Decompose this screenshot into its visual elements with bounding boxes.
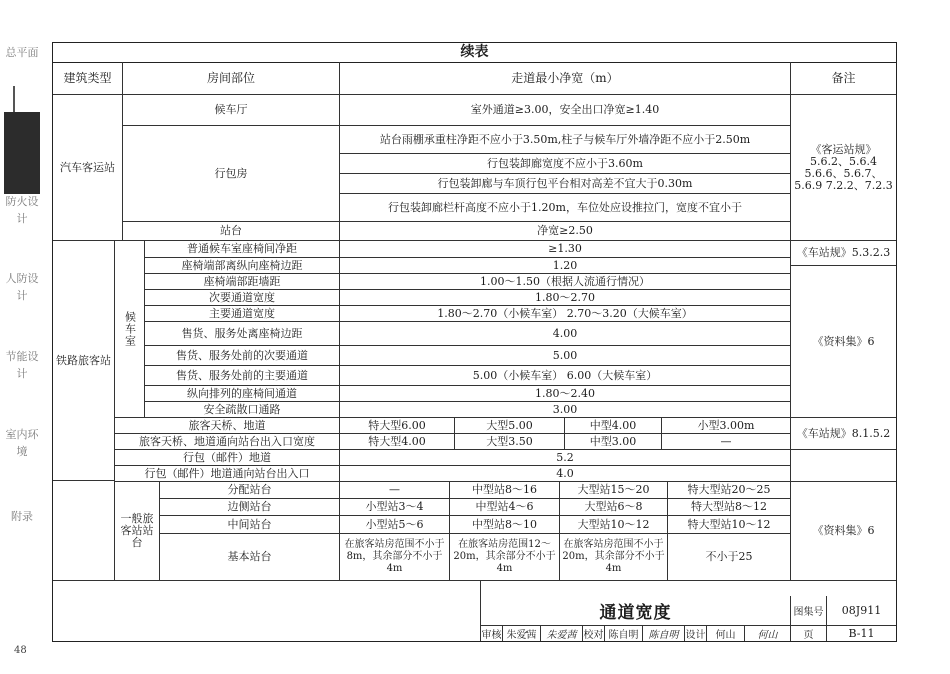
- rail-row-width: 1.80～2.70: [340, 290, 791, 306]
- rail-remark-1: 《车站规》5.3.2.3: [791, 241, 896, 266]
- platform-val: 大型站15～20: [560, 482, 668, 499]
- rail-type-spacer: [53, 481, 115, 581]
- table-frame: [52, 42, 897, 642]
- rail-row-room: 安全疏散口通路: [145, 402, 340, 418]
- designer-name: 何山: [707, 626, 745, 641]
- bus-platform-req: 净宽≥2.50: [340, 222, 791, 241]
- rail-bridge-val: 特大型6.00: [340, 418, 455, 434]
- rail-bridge-val: 小型3.00m: [662, 418, 791, 434]
- platform-val: 小型站5～6: [340, 516, 450, 534]
- review-label: 审核: [481, 626, 503, 641]
- rail-bridge-val: 大型5.00: [455, 418, 565, 434]
- rail-remark-3: 《车站规》8.1.5.2: [791, 418, 896, 450]
- rail-parcel-exit-room: 行包（邮件）地道通向站台出入口: [115, 466, 340, 482]
- rail-parcel-exit-val: 4.0: [340, 466, 791, 482]
- sidebar-item-environment[interactable]: 室内环境: [5, 428, 39, 458]
- platform-val: 在旅客站房范围12～20m，其余部分不小于4m: [450, 534, 560, 581]
- checker-name: 陈自明: [605, 626, 643, 641]
- platform-val: 中型站4～6: [450, 499, 560, 516]
- rail-remark-4: 《资料集》6: [791, 482, 896, 581]
- rail-parcel-val: 5.2: [340, 450, 791, 466]
- bus-baggage-req-2: 行包装卸廊宽度不应小于3.60m: [340, 154, 791, 174]
- header-min-width: 走道最小净宽（m）: [340, 62, 791, 95]
- platform-val: 在旅客站房范围不小于8m，其余部分不小于4m: [340, 534, 450, 581]
- rail-row-width: 1.20: [340, 258, 791, 274]
- rail-row-room: 纵向排列的座椅间通道: [145, 386, 340, 402]
- bus-waiting-room: 候车厅: [123, 95, 340, 126]
- rail-row-width: 5.00: [340, 346, 791, 366]
- page-number: 48: [14, 645, 27, 656]
- rail-row-width: 3.00: [340, 402, 791, 418]
- rail-bridge-val: 中型4.00: [565, 418, 662, 434]
- platform-val: 中型站8～16: [450, 482, 560, 499]
- rail-bridge-exit-val: 特大型4.00: [340, 434, 455, 450]
- platform-val: 中型站8～10: [450, 516, 560, 534]
- rail-row-room: 售货、服务处离座椅边距: [145, 322, 340, 346]
- atlas-label: 图集号: [791, 596, 827, 626]
- sidebar: [0, 38, 48, 638]
- design-label: 设计: [685, 626, 707, 641]
- platform-val: 特大型站8～12: [668, 499, 791, 516]
- platform-room: 分配站台: [160, 482, 340, 499]
- rail-row-room: 售货、服务处前的主要通道: [145, 366, 340, 386]
- header-remarks: 备注: [791, 62, 896, 95]
- page-code: B-11: [848, 627, 875, 640]
- bus-type: 汽车客运站: [53, 95, 123, 241]
- rail-remark-2: 《资料集》6: [791, 266, 896, 418]
- sidebar-item-civil-defense[interactable]: 人防设计: [5, 272, 39, 302]
- atlas-number: 08J911: [827, 596, 896, 626]
- reviewer-signature: 朱爱茜: [541, 626, 583, 641]
- platform-val: 大型站10～12: [560, 516, 668, 534]
- title-block: [481, 596, 896, 641]
- checker-signature: 陈自明: [643, 626, 685, 641]
- bus-baggage-req-4: 行包装卸廊栏杆高度不应小于1.20m，车位处应设推拉门，宽度不宜小于: [340, 194, 791, 222]
- header-building-type: 建筑类型: [53, 62, 123, 95]
- rail-bridge-room: 旅客天桥、地道: [115, 418, 340, 434]
- table-title: 续表: [53, 43, 896, 63]
- rail-row-width: ≥1.30: [340, 241, 791, 258]
- platform-val: 小型站3～4: [340, 499, 450, 516]
- bus-remark: 《客运站规》5.6.2、5.6.4 5.6.6、5.6.7、5.6.9 7.2.2、7.2.3: [791, 95, 896, 241]
- rail-bridge-exit-room: 旅客天桥、地道通向站台出入口宽度: [115, 434, 340, 450]
- rail-row-width: 1.80～2.70（小候车室） 2.70～3.20（大候车室）: [340, 306, 791, 322]
- bus-platform: 站台: [123, 222, 340, 241]
- sidebar-item-fire[interactable]: 防火设计: [5, 195, 39, 225]
- platform-room: 边侧站台: [160, 499, 340, 516]
- sidebar-item-appendix[interactable]: 附录: [11, 510, 33, 523]
- check-label: 校对: [583, 626, 605, 641]
- bus-baggage-req-3: 行包装卸廊与车顶行包平台相对高差不宜大于0.30m: [340, 174, 791, 194]
- designer-signature: 何山: [745, 626, 791, 641]
- page-label: 页: [791, 626, 827, 641]
- platform-val: 大型站6～8: [560, 499, 668, 516]
- rail-row-width: 1.00～1.50（根据人流通行情况）: [340, 274, 791, 290]
- rail-bridge-exit-val: 中型3.00: [565, 434, 662, 450]
- rail-row-room: 座椅端部离纵向座椅边距: [145, 258, 340, 274]
- rail-row-width: 1.80～2.40: [340, 386, 791, 402]
- reviewer-name: 朱爱茜: [503, 626, 541, 641]
- rail-bridge-exit-val: 大型3.50: [455, 434, 565, 450]
- rail-row-width: 5.00（小候车室） 6.00（大候车室）: [340, 366, 791, 386]
- sidebar-item-dark-block: [4, 112, 40, 194]
- bus-baggage-req-1: 站台雨棚承重柱净距不应小于3.50m,柱子与候车厅外墙净距不应小于2.50m: [340, 126, 791, 154]
- platform-val: 特大型站10～12: [668, 516, 791, 534]
- rail-general: 一般旅客站站台: [115, 482, 160, 581]
- rail-waiting: 候车室: [115, 241, 145, 418]
- platform-val: 特大型站20～25: [668, 482, 791, 499]
- rail-row-room: 普通候车室座椅间净距: [145, 241, 340, 258]
- platform-room: 中间站台: [160, 516, 340, 534]
- rail-row-room: 次要通道宽度: [145, 290, 340, 306]
- rail-row-room: 主要通道宽度: [145, 306, 340, 322]
- drawing-name: 通道宽度: [481, 596, 791, 626]
- sidebar-item-site[interactable]: 总平面: [5, 46, 39, 59]
- rail-parcel-room: 行包（邮件）地道: [115, 450, 340, 466]
- bus-baggage: 行包房: [123, 126, 340, 222]
- blank-area: [53, 581, 481, 641]
- platform-room: 基本站台: [160, 534, 340, 581]
- platform-val: —: [340, 482, 450, 499]
- rail-type: 铁路旅客站: [53, 241, 115, 481]
- rail-row-room: 座椅端部距墙距: [145, 274, 340, 290]
- rail-remark-empty: [791, 450, 896, 482]
- rail-row-width: 4.00: [340, 322, 791, 346]
- header-room: 房间部位: [123, 62, 340, 95]
- sidebar-item-energy[interactable]: 节能设计: [5, 350, 39, 380]
- bus-waiting-req: 室外通道≥3.00，安全出口净宽≥1.40: [340, 95, 791, 126]
- rail-bridge-exit-val: —: [662, 434, 791, 450]
- platform-val: 在旅客站房范围不小于20m，其余部分不小于4m: [560, 534, 668, 581]
- platform-val: 不小于25: [668, 534, 791, 581]
- rail-row-room: 售货、服务处前的次要通道: [145, 346, 340, 366]
